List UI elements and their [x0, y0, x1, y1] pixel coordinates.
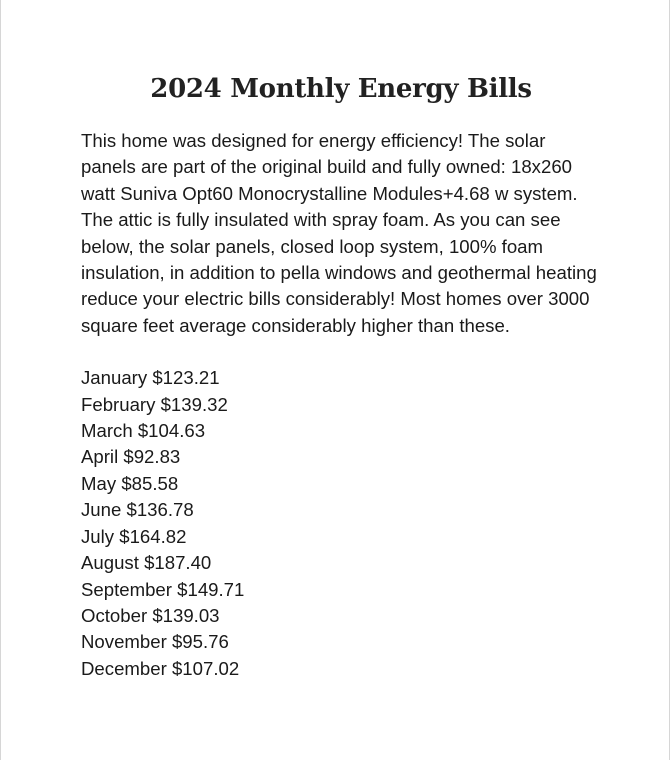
bill-amount: $187.40 [144, 552, 212, 574]
bill-month: November [81, 631, 167, 653]
bill-row-january [81, 365, 601, 391]
bill-amount: $149.71 [177, 578, 245, 600]
bill-amount: $164.82 [119, 525, 187, 547]
bill-row-april [81, 444, 601, 470]
page-title: 2024 Monthly Energy Bills [150, 74, 532, 104]
bill-amount: $85.58 [121, 472, 179, 494]
bill-amount: $139.32 [160, 393, 228, 415]
bill-month: February [81, 393, 156, 415]
bill-month: April [81, 446, 119, 468]
bill-amount: $104.63 [137, 420, 206, 442]
bill-row-august [81, 550, 601, 576]
bill-row-june [81, 497, 601, 523]
bill-row-july [81, 524, 601, 550]
bill-row-october [81, 603, 601, 629]
bill-month: December [81, 657, 167, 679]
bill-amount: $123.21 [152, 367, 220, 389]
bill-row-february [81, 392, 601, 418]
bill-amount: $92.83 [123, 446, 181, 468]
bill-month: July [81, 525, 115, 547]
bill-amount: $139.03 [152, 604, 220, 626]
bill-row-december [81, 656, 601, 682]
bill-row-may [81, 471, 601, 497]
bill-row-november [81, 629, 601, 655]
monthly-bills-list [81, 365, 601, 682]
bill-month: January [81, 367, 148, 389]
bill-month: September [81, 578, 172, 600]
bill-month: June [81, 499, 122, 521]
bill-month: May [81, 472, 117, 494]
bill-amount: $107.02 [171, 657, 240, 679]
intro-paragraph: This home was designed for energy efficiency! The solar panels are part of the original build and fully owned: 18x260 watt Suniva Opt60 Monocrystalline Modules+4.68 w system. The attic is fully insulated with spray foam. As you can see below, the solar panels, closed loop system, 100% foam insulation, in addition to pella windows and geothermal heating reduce your electric bills considerably! Most homes over 3000 square feet average considerably higher than these. [81, 130, 597, 336]
bill-month: October [81, 604, 148, 626]
bill-month: March [81, 420, 133, 442]
document-content [81, 70, 601, 682]
bill-row-september [81, 577, 601, 603]
bill-row-march [81, 418, 601, 444]
bill-amount: $136.78 [126, 499, 194, 521]
bill-month: August [81, 552, 139, 574]
bill-amount: $95.76 [171, 631, 229, 653]
